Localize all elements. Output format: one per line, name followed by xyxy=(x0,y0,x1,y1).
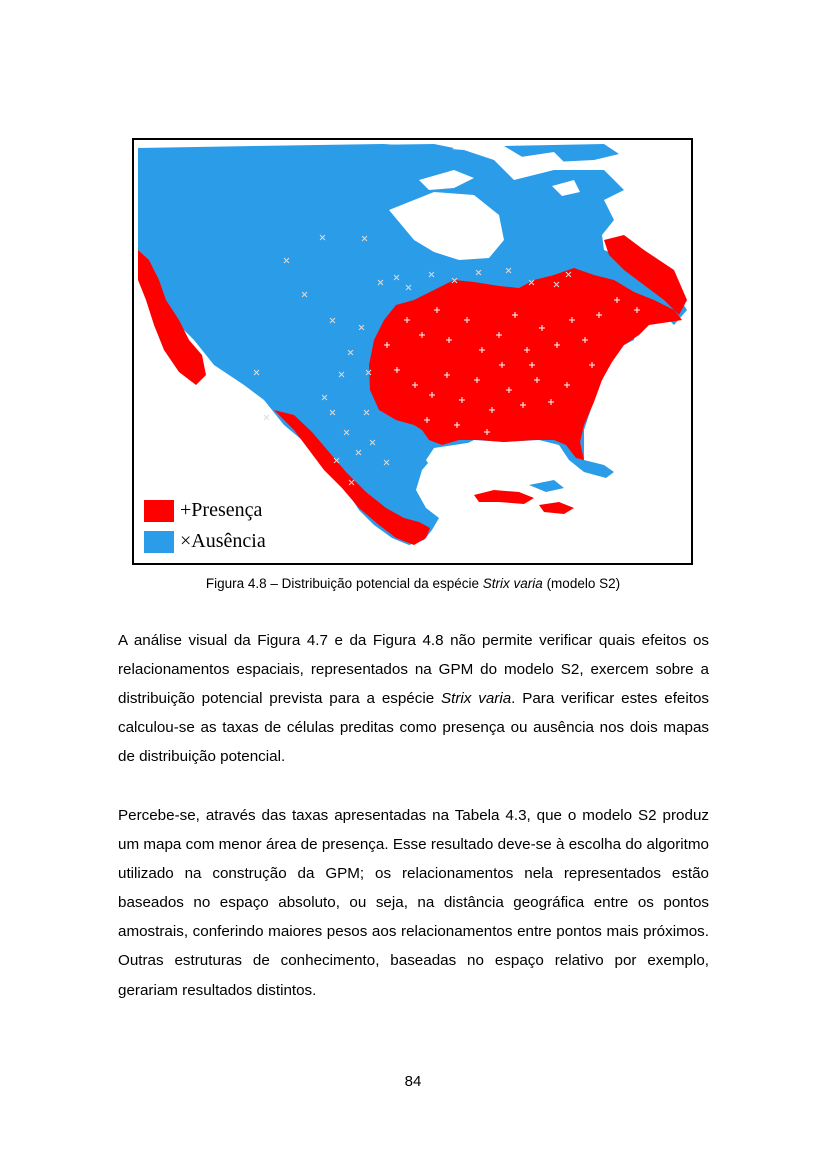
map-figure xyxy=(132,138,693,565)
paragraph-1-species: Strix varia xyxy=(441,690,512,708)
legend-absence xyxy=(144,526,266,557)
paragraph-1 xyxy=(118,626,709,771)
paragraph-1-part2: . Para verificar estes efeitos calculou-se as taxas de células preditas como presença ou ausência nos dois mapas de distribuição potencial. xyxy=(118,690,710,766)
legend-presence xyxy=(144,495,266,526)
presence-label: Presença xyxy=(191,499,263,521)
page-number: 84 xyxy=(404,1073,422,1090)
caption-prefix: Figura 4.8 – Distribuição potencial da espécie xyxy=(205,576,483,591)
caption-species: Strix varia xyxy=(482,576,543,591)
absence-swatch xyxy=(144,531,174,553)
presence-swatch xyxy=(144,500,174,522)
absence-symbol: × xyxy=(180,530,192,552)
paragraph-1-part1: A análise visual da Figura 4.7 e da Figura 4.8 não permite verificar quais efeitos os relacionamentos espaciais, representados na GPM do modelo S2, exercem sobre a distribuição potencial prevista para a espécie xyxy=(118,632,709,708)
figure-caption xyxy=(0,576,826,591)
paragraph-2: Percebe-se, através das taxas apresentadas na Tabela 4.3, que o modelo S2 produz um mapa com menor área de presença. Esse resultado deve-se à escolha do algoritmo utilizado na construção da GPM; os relacionamentos nela representados estão baseados no espaço absoluto, ou seja, na distância geográfica entre os pontos amostrais, conferindo maiores pesos aos relacionamentos entre pontos mais próximos. Outras estruturas de conhecimento, baseadas no espaço relativo por exemplo, gerariam resultados distintos. xyxy=(118,807,709,999)
presence-symbol: + xyxy=(180,499,192,521)
absence-label: Ausência xyxy=(191,530,266,552)
caption-suffix: (modelo S2) xyxy=(542,576,621,591)
map-legend xyxy=(144,495,266,557)
